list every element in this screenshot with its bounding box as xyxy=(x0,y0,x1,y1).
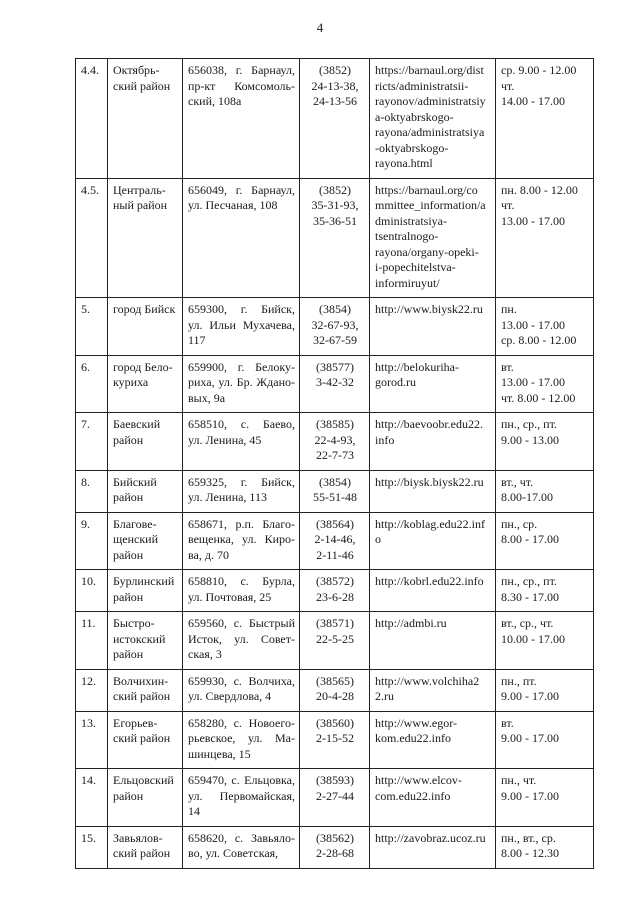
phone-line: 24-13-56 xyxy=(313,94,357,108)
website-line: http://www.biysk22.ru xyxy=(375,302,483,316)
phone-line: 2-14-46, xyxy=(314,532,356,546)
website-line: i-popechitelstva- xyxy=(375,260,456,274)
schedule-line: 8.00 - 17.00 xyxy=(501,532,559,546)
table-row xyxy=(76,512,594,570)
website-line: http://www.egor- xyxy=(375,715,457,730)
phone-cell xyxy=(300,711,370,769)
schedule-cell xyxy=(496,769,594,827)
website-line: http://zavobraz.ucoz.ru xyxy=(375,830,486,845)
table-row xyxy=(76,711,594,769)
address-line: шинцева, 15 xyxy=(188,746,251,761)
schedule-cell xyxy=(496,826,594,868)
website-line: http://www.elcov- xyxy=(375,773,462,787)
website-line: info xyxy=(375,432,395,447)
phone-cell xyxy=(300,669,370,711)
district-name-line: город Бело- xyxy=(113,359,173,374)
district-name-cell xyxy=(108,612,183,670)
address-line: пр-кт Комсомоль- xyxy=(188,78,295,93)
schedule-cell xyxy=(496,298,594,356)
website-line: http://baevoobr.edu22. xyxy=(375,417,483,431)
schedule-line: вт., ср., чт. xyxy=(501,616,554,630)
schedule-cell xyxy=(496,512,594,570)
website-line: rayona/organy-opeki- xyxy=(375,244,479,259)
district-name-line: Благове- xyxy=(113,516,157,531)
phone-cell xyxy=(300,178,370,298)
address-cell xyxy=(183,178,300,298)
row-number-cell: 9. xyxy=(76,512,108,570)
phone-line: 35-36-51 xyxy=(313,213,357,228)
phone-line: (3852) xyxy=(319,63,351,77)
address-cell xyxy=(183,298,300,356)
address-line: 658671, р.п. Благо- xyxy=(188,516,295,531)
district-name-cell xyxy=(108,470,183,512)
phone-line: (38560) xyxy=(316,715,354,730)
schedule-line: пн., чт. xyxy=(501,773,537,787)
schedule-line: 9.00 - 17.00 xyxy=(501,788,559,803)
address-line: 656038, г. Барнаул, xyxy=(188,63,295,77)
website-cell[interactable] xyxy=(370,570,496,612)
phone-line: (38593) xyxy=(316,773,354,787)
address-cell xyxy=(183,669,300,711)
district-name-line: ский район xyxy=(113,731,171,745)
schedule-line: вт., чт. xyxy=(501,474,534,489)
address-line: рьевское, ул. Ма- xyxy=(188,731,295,745)
table-row xyxy=(76,178,594,298)
row-number-cell: 5. xyxy=(76,298,108,356)
phone-line: 22-5-25 xyxy=(316,631,354,646)
address-line: ул. Свердлова, 4 xyxy=(188,689,272,703)
website-line: tsentralnogo- xyxy=(375,229,439,243)
phone-line: 2-11-46 xyxy=(316,547,354,562)
website-line: com.edu22.info xyxy=(375,788,451,803)
address-cell xyxy=(183,59,300,179)
phone-cell xyxy=(300,826,370,868)
website-line: http://belokuriha- xyxy=(375,359,459,374)
schedule-cell xyxy=(496,59,594,179)
phone-cell xyxy=(300,413,370,471)
website-line: informiruyut/ xyxy=(375,275,440,290)
district-name-cell xyxy=(108,512,183,570)
row-number-cell: 13. xyxy=(76,711,108,769)
district-name-cell xyxy=(108,570,183,612)
phone-line: 23-6-28 xyxy=(316,589,354,604)
address-line: ул. Почтовая, 25 xyxy=(188,589,272,604)
district-name-cell xyxy=(108,669,183,711)
district-name-line: район xyxy=(113,432,144,447)
address-line: Исток, ул. Совет- xyxy=(188,631,295,646)
district-name-line: район xyxy=(113,490,144,504)
row-number-cell: 11. xyxy=(76,612,108,670)
schedule-line: пн., вт., ср. xyxy=(501,830,556,845)
address-line: 659560, с. Быстрый xyxy=(188,616,295,630)
schedule-line: 10.00 - 17.00 xyxy=(501,631,565,646)
phone-line: 3-42-32 xyxy=(316,375,354,389)
schedule-line: пн., пт. xyxy=(501,673,537,688)
address-line: 659930, с. Волчиха, xyxy=(188,673,295,688)
website-line: rayonov/administratsiy xyxy=(375,94,486,108)
table-row xyxy=(76,59,594,179)
phone-line: 32-67-59 xyxy=(313,333,357,347)
address-cell xyxy=(183,413,300,471)
district-name-line: ский район xyxy=(113,689,171,703)
schedule-line: пн. 8.00 - 12.00 xyxy=(501,182,578,197)
address-line: 658810, с. Бурла, xyxy=(188,574,295,588)
schedule-line: 14.00 - 17.00 xyxy=(501,94,565,108)
row-number-cell: 12. xyxy=(76,669,108,711)
schedule-line: пн., ср., пт. xyxy=(501,574,557,588)
schedule-cell xyxy=(496,178,594,298)
website-line: http://kobrl.edu22.info xyxy=(375,574,484,588)
address-line: во, ул. Советская, xyxy=(188,846,279,860)
website-line: -oktyabrskogo- xyxy=(375,140,449,155)
website-cell[interactable] xyxy=(370,826,496,868)
district-name-cell xyxy=(108,355,183,413)
schedule-line: 13.00 - 17.00 xyxy=(501,317,565,332)
guardianship-authorities-table xyxy=(75,58,594,869)
district-name-line: район xyxy=(113,547,144,562)
address-line: риха, ул. Бр. Ждано- xyxy=(188,375,295,389)
address-line: 659325, г. Бийск, xyxy=(188,474,295,489)
website-line: kom.edu22.info xyxy=(375,731,451,745)
row-number-cell: 6. xyxy=(76,355,108,413)
schedule-cell xyxy=(496,470,594,512)
phone-line: 24-13-38, xyxy=(311,78,359,93)
address-line: ул. Ленина, 113 xyxy=(188,490,267,504)
website-cell[interactable] xyxy=(370,769,496,827)
district-name-line: Ельцовский xyxy=(113,773,174,787)
address-line: ул. Ильи Мухачева, xyxy=(188,317,295,332)
address-line: ский, 108а xyxy=(188,94,242,108)
website-line: ricts/administratsii- xyxy=(375,78,469,93)
schedule-line: 9.00 - 17.00 xyxy=(501,731,559,745)
address-line: 659900, г. Белоку- xyxy=(188,359,295,374)
table-row xyxy=(76,570,594,612)
website-cell[interactable] xyxy=(370,413,496,471)
phone-cell xyxy=(300,570,370,612)
phone-cell xyxy=(300,298,370,356)
phone-line: (38577) xyxy=(316,359,354,374)
address-line: ул. Ленина, 45 xyxy=(188,432,262,447)
schedule-line: 8.00-17.00 xyxy=(501,490,553,504)
address-cell xyxy=(183,711,300,769)
district-name-line: куриха xyxy=(113,375,149,389)
phone-line: 20-4-28 xyxy=(316,689,354,703)
phone-cell xyxy=(300,612,370,670)
schedule-line: чт. xyxy=(501,198,515,212)
district-name-line: Октябрь- xyxy=(113,63,160,77)
address-line: ул. Песчаная, 108 xyxy=(188,198,278,212)
phone-cell xyxy=(300,470,370,512)
schedule-line: 9.00 - 17.00 xyxy=(501,689,559,703)
address-line: вых, 9а xyxy=(188,390,226,405)
schedule-line: ср. 8.00 - 12.00 xyxy=(501,333,577,347)
schedule-line: 13.00 - 17.00 xyxy=(501,213,565,228)
website-line: o xyxy=(375,532,381,546)
website-cell[interactable] xyxy=(370,512,496,570)
district-name-cell xyxy=(108,59,183,179)
address-line: 117 xyxy=(188,333,206,347)
schedule-cell xyxy=(496,669,594,711)
address-cell xyxy=(183,355,300,413)
address-line: 658510, с. Баево, xyxy=(188,417,295,431)
phone-line: (38562) xyxy=(316,830,354,845)
website-line: rayona.html xyxy=(375,156,433,170)
address-line: ва, д. 70 xyxy=(188,547,229,562)
schedule-line: ср. 9.00 - 12.00 xyxy=(501,63,577,77)
schedule-line: вт. xyxy=(501,359,514,374)
district-name-line: Быстро- xyxy=(113,616,155,630)
address-cell xyxy=(183,570,300,612)
table-row xyxy=(76,826,594,868)
phone-line: 35-31-93, xyxy=(311,198,359,212)
district-name-line: район xyxy=(113,788,144,803)
website-line: rayona/administratsiya xyxy=(375,125,485,139)
website-cell[interactable] xyxy=(370,355,496,413)
phone-line: 55-51-48 xyxy=(313,490,357,504)
phone-line: 22-7-73 xyxy=(316,448,354,462)
address-line: вещенка, ул. Киро- xyxy=(188,532,295,546)
table-row xyxy=(76,669,594,711)
table-row xyxy=(76,355,594,413)
district-name-cell xyxy=(108,826,183,868)
district-name-cell xyxy=(108,711,183,769)
row-number-cell: 8. xyxy=(76,470,108,512)
website-cell[interactable] xyxy=(370,669,496,711)
phone-cell xyxy=(300,769,370,827)
address-line: 656049, г. Барнаул, xyxy=(188,182,295,197)
district-name-cell xyxy=(108,298,183,356)
district-name-line: район xyxy=(113,647,144,661)
phone-line: (3852) xyxy=(319,182,351,197)
phone-cell xyxy=(300,59,370,179)
website-line: http://www.volchiha2 xyxy=(375,673,480,688)
website-line: http://koblag.edu22.inf xyxy=(375,516,485,531)
district-name-cell xyxy=(108,769,183,827)
schedule-cell xyxy=(496,413,594,471)
website-line: mmittee_information/a xyxy=(375,198,486,212)
phone-line: 2-27-44 xyxy=(316,788,354,803)
website-cell[interactable] xyxy=(370,59,496,179)
phone-line: 2-15-52 xyxy=(316,731,354,745)
row-number-cell: 15. xyxy=(76,826,108,868)
website-line: http://admbi.ru xyxy=(375,616,447,630)
address-line: 658620, с. Завьяло- xyxy=(188,830,295,845)
district-name-line: ный район xyxy=(113,198,168,212)
website-cell[interactable] xyxy=(370,298,496,356)
district-name-cell xyxy=(108,413,183,471)
row-number-cell: 4.4. xyxy=(76,59,108,179)
address-line: 659300, г. Бийск, xyxy=(188,302,295,316)
district-name-line: Егорьев- xyxy=(113,715,158,730)
phone-line: 2-28-68 xyxy=(316,846,354,860)
address-line: ская, 3 xyxy=(188,647,222,661)
row-number-cell: 7. xyxy=(76,413,108,471)
website-line: 2.ru xyxy=(375,689,394,703)
website-cell[interactable] xyxy=(370,178,496,298)
table-row xyxy=(76,298,594,356)
district-name-line: Централь- xyxy=(113,182,166,197)
schedule-line: 8.30 - 17.00 xyxy=(501,589,559,604)
page-number: 4 xyxy=(316,20,324,35)
row-number-cell: 14. xyxy=(76,769,108,827)
schedule-line: чт. xyxy=(501,78,515,93)
website-line: dministratsiya- xyxy=(375,213,447,228)
district-name-line: ский район xyxy=(113,846,171,860)
schedule-cell xyxy=(496,711,594,769)
row-number-cell: 10. xyxy=(76,570,108,612)
schedule-cell xyxy=(496,612,594,670)
phone-line: (38585) xyxy=(316,417,354,431)
schedule-line: пн., ср. xyxy=(501,516,538,531)
website-line: https://barnaul.org/dist xyxy=(375,63,484,77)
table-row xyxy=(76,769,594,827)
phone-line: (3854) xyxy=(319,474,351,489)
website-line: a-oktyabrskogo- xyxy=(375,109,454,124)
phone-line: (38565) xyxy=(316,673,354,688)
district-name-line: Бурлинский xyxy=(113,574,175,588)
schedule-cell xyxy=(496,355,594,413)
website-line: gorod.ru xyxy=(375,375,416,389)
table-row xyxy=(76,413,594,471)
table-row xyxy=(76,612,594,670)
address-cell xyxy=(183,826,300,868)
table-body xyxy=(76,59,594,869)
table-row xyxy=(76,470,594,512)
address-cell xyxy=(183,612,300,670)
phone-line: (38572) xyxy=(316,574,354,588)
phone-line: (38571) xyxy=(316,616,354,630)
schedule-line: 8.00 - 12.30 xyxy=(501,846,559,860)
address-cell xyxy=(183,769,300,827)
district-name-line: Волчихин- xyxy=(113,673,169,688)
website-cell[interactable] xyxy=(370,470,496,512)
row-number-cell: 4.5. xyxy=(76,178,108,298)
district-name-line: Баевский xyxy=(113,417,161,431)
website-cell[interactable] xyxy=(370,612,496,670)
schedule-line: чт. 8.00 - 12.00 xyxy=(501,390,576,405)
district-name-line: город Бийск xyxy=(113,302,176,316)
website-cell[interactable] xyxy=(370,711,496,769)
schedule-line: 9.00 - 13.00 xyxy=(501,432,559,447)
district-name-line: район xyxy=(113,589,144,604)
schedule-line: 13.00 - 17.00 xyxy=(501,375,565,389)
district-name-cell xyxy=(108,178,183,298)
district-name-line: истокский xyxy=(113,631,166,646)
address-line: 14 xyxy=(188,804,200,818)
address-line: 659470, с. Ельцовка, xyxy=(188,773,295,787)
phone-line: 22-4-93, xyxy=(314,432,356,447)
phone-cell xyxy=(300,512,370,570)
schedule-line: вт. xyxy=(501,715,514,730)
district-name-line: Бийский xyxy=(113,474,157,489)
website-line: http://biysk.biysk22.ru xyxy=(375,474,484,489)
district-name-line: ский район xyxy=(113,78,171,93)
address-line: 658280, с. Новоего- xyxy=(188,715,295,730)
address-cell xyxy=(183,470,300,512)
website-line: https://barnaul.org/co xyxy=(375,182,478,197)
district-name-line: щенский xyxy=(113,532,158,546)
phone-line: 32-67-93, xyxy=(311,317,359,332)
schedule-line: пн. xyxy=(501,302,517,316)
schedule-cell xyxy=(496,570,594,612)
phone-line: (38564) xyxy=(316,516,354,531)
schedule-line: пн., ср., пт. xyxy=(501,417,557,431)
phone-cell xyxy=(300,355,370,413)
phone-line: (3854) xyxy=(319,302,351,316)
address-line: ул. Первомайская, xyxy=(188,788,295,803)
address-cell xyxy=(183,512,300,570)
district-name-line: Завьялов- xyxy=(113,830,163,845)
